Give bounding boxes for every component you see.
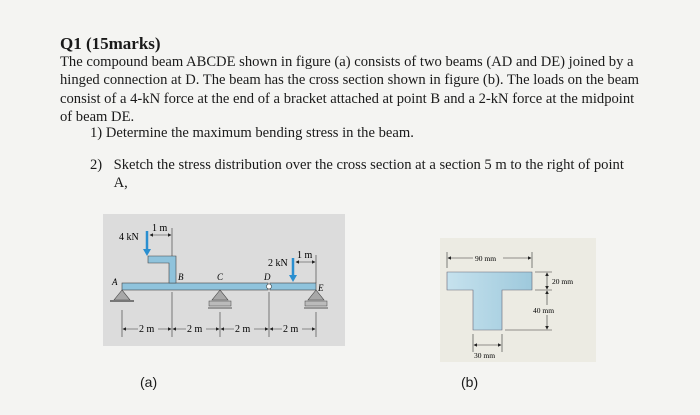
load-2-offset: 1 m — [297, 250, 313, 261]
span-de: 2 m — [283, 324, 299, 335]
flange-width-label: 90 mm — [475, 254, 497, 263]
question-paragraph: The compound beam ABCDE shown in figure (a) consists of two beams (AD and DE) joined by a hinged connection at D. The beam has the cross section shown in figure (b). The loads on the beam consist of a 4-kN force at the end of a bracket attached at point B and a 2-kN force at the midpoint of beam DE. — [60, 54, 640, 125]
figure-b-background — [440, 238, 596, 362]
point-b-label: B — [178, 272, 184, 282]
load-1-offset: 1 m — [152, 223, 168, 234]
figure-b-caption: (b) — [461, 374, 479, 390]
task-number: 1) — [90, 125, 103, 141]
point-c-label: C — [217, 272, 224, 282]
load-1-label: 4 kN — [119, 232, 139, 243]
span-cd: 2 m — [235, 324, 251, 335]
task-text: Sketch the stress distribution over the cross section at a section 5 m to the right of point A, — [113, 157, 624, 192]
task-number: 2) — [90, 157, 103, 173]
point-a-label: A — [112, 277, 118, 287]
web-width-label: 30 mm — [474, 351, 496, 360]
beam-ad — [122, 283, 268, 290]
load-2-label: 2 kN — [268, 258, 288, 269]
question-title: Q1 (15marks) — [60, 34, 161, 53]
flange-thickness-label: 20 mm — [552, 277, 574, 286]
point-e-label: E — [318, 283, 324, 293]
web-height-label: 40 mm — [533, 306, 555, 315]
figure-a-caption: (a) — [140, 374, 158, 390]
point-d-label: D — [264, 272, 271, 282]
hinge-d — [267, 284, 272, 289]
span-ab: 2 m — [139, 324, 155, 335]
beam-de — [270, 283, 316, 290]
task-text: Determine the maximum bending stress in the beam. — [105, 125, 414, 141]
span-bc: 2 m — [187, 324, 203, 335]
